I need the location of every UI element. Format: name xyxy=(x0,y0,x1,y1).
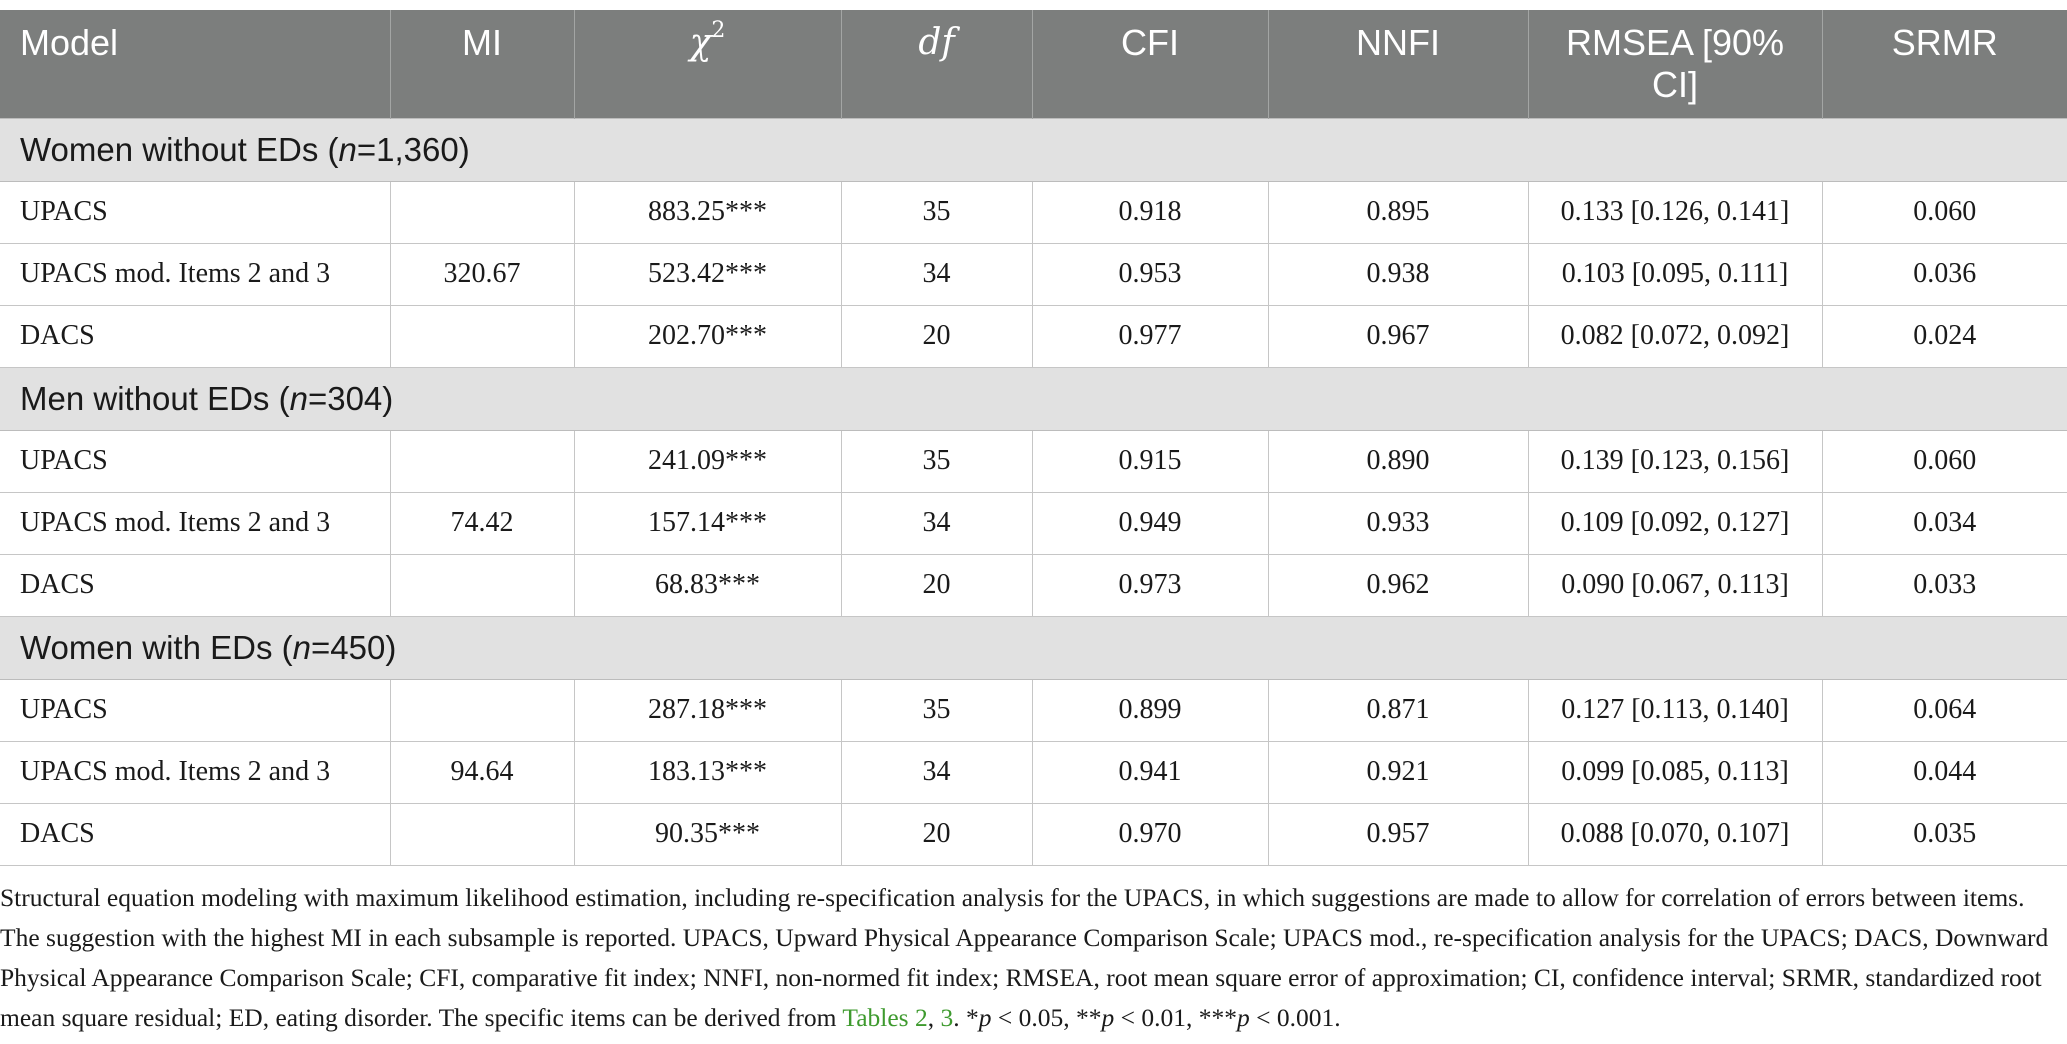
cell-nnfi: 0.938 xyxy=(1268,243,1528,305)
header-nnfi: NNFI xyxy=(1268,10,1528,118)
group-row xyxy=(0,118,2067,181)
cell-rmsea: 0.133 [0.126, 0.141] xyxy=(1528,181,1822,243)
cell-nnfi: 0.933 xyxy=(1268,492,1528,554)
cell-nnfi: 0.921 xyxy=(1268,741,1528,803)
table-row xyxy=(0,430,2067,492)
header-mi: MI xyxy=(390,10,574,118)
header-rmsea: RMSEA [90% CI] xyxy=(1528,10,1822,118)
cell-rmsea: 0.127 [0.113, 0.140] xyxy=(1528,679,1822,741)
table-row xyxy=(0,803,2067,865)
cell-nnfi: 0.895 xyxy=(1268,181,1528,243)
cell-model: UPACS xyxy=(0,181,390,243)
cell-rmsea: 0.103 [0.095, 0.111] xyxy=(1528,243,1822,305)
group-title-prefix: Men without EDs ( xyxy=(20,379,290,417)
cell-srmr: 0.060 xyxy=(1822,181,2067,243)
cell-srmr: 0.064 xyxy=(1822,679,2067,741)
cell-nnfi: 0.967 xyxy=(1268,305,1528,367)
cell-model: DACS xyxy=(0,305,390,367)
cell-mi xyxy=(390,554,574,616)
cell-model: UPACS xyxy=(0,679,390,741)
group-title-suffix: =450) xyxy=(310,628,397,666)
table-row xyxy=(0,741,2067,803)
cell-df: 34 xyxy=(841,492,1032,554)
cell-chi2: 287.18*** xyxy=(574,679,841,741)
table-container xyxy=(0,10,2067,866)
cell-model: UPACS xyxy=(0,430,390,492)
footnote-p2-val: < 0.01, *** xyxy=(1114,1003,1238,1032)
table-row xyxy=(0,305,2067,367)
cell-rmsea: 0.109 [0.092, 0.127] xyxy=(1528,492,1822,554)
cell-rmsea: 0.099 [0.085, 0.113] xyxy=(1528,741,1822,803)
cell-cfi: 0.977 xyxy=(1032,305,1268,367)
cell-nnfi: 0.962 xyxy=(1268,554,1528,616)
header-df: df xyxy=(841,10,1032,118)
cell-cfi: 0.949 xyxy=(1032,492,1268,554)
group-title-suffix: =1,360) xyxy=(356,130,470,168)
cell-df: 34 xyxy=(841,243,1032,305)
table-row xyxy=(0,679,2067,741)
group-row xyxy=(0,367,2067,430)
header-chi-square xyxy=(574,10,841,118)
cell-rmsea: 0.088 [0.070, 0.107] xyxy=(1528,803,1822,865)
group-row xyxy=(0,616,2067,679)
cell-mi: 94.64 xyxy=(390,741,574,803)
group-title-suffix: =304) xyxy=(307,379,394,417)
cell-model: DACS xyxy=(0,803,390,865)
cell-mi xyxy=(390,430,574,492)
cell-model: UPACS mod. Items 2 and 3 xyxy=(0,741,390,803)
table-row xyxy=(0,243,2067,305)
header-cfi: CFI xyxy=(1032,10,1268,118)
group-title xyxy=(0,118,2067,181)
table-row xyxy=(0,554,2067,616)
header-srmr: SRMR xyxy=(1822,10,2067,118)
cell-cfi: 0.953 xyxy=(1032,243,1268,305)
header-row xyxy=(0,10,2067,118)
cell-df: 35 xyxy=(841,181,1032,243)
cell-df: 35 xyxy=(841,679,1032,741)
header-chi-symbol: χ xyxy=(689,22,712,63)
table-row xyxy=(0,181,2067,243)
header-model: Model xyxy=(0,10,390,118)
group-title-n: n xyxy=(338,130,357,168)
cell-srmr: 0.044 xyxy=(1822,741,2067,803)
footnote-p2: p xyxy=(1101,1003,1115,1032)
cell-mi xyxy=(390,679,574,741)
group-title-n: n xyxy=(292,628,311,666)
cell-srmr: 0.034 xyxy=(1822,492,2067,554)
cell-rmsea: 0.139 [0.123, 0.156] xyxy=(1528,430,1822,492)
cell-nnfi: 0.890 xyxy=(1268,430,1528,492)
cell-srmr: 0.036 xyxy=(1822,243,2067,305)
cell-df: 20 xyxy=(841,803,1032,865)
footnote-after: . * xyxy=(953,1003,979,1032)
cell-chi2: 68.83*** xyxy=(574,554,841,616)
cell-df: 35 xyxy=(841,430,1032,492)
cell-cfi: 0.915 xyxy=(1032,430,1268,492)
link-table-3[interactable]: 3 xyxy=(940,1003,954,1032)
cell-model: DACS xyxy=(0,554,390,616)
footnote-sep: , xyxy=(927,1003,941,1032)
cell-rmsea: 0.090 [0.067, 0.113] xyxy=(1528,554,1822,616)
cell-nnfi: 0.871 xyxy=(1268,679,1528,741)
group-title-prefix: Women without EDs ( xyxy=(20,130,339,168)
cell-chi2: 883.25*** xyxy=(574,181,841,243)
cell-mi xyxy=(390,181,574,243)
cell-chi2: 183.13*** xyxy=(574,741,841,803)
footnote-p3-val: < 0.001. xyxy=(1249,1003,1341,1032)
link-table-2[interactable]: Tables 2 xyxy=(842,1003,928,1032)
cell-cfi: 0.970 xyxy=(1032,803,1268,865)
cell-df: 34 xyxy=(841,741,1032,803)
cell-chi2: 157.14*** xyxy=(574,492,841,554)
footnote-p1: p xyxy=(978,1003,992,1032)
cell-cfi: 0.899 xyxy=(1032,679,1268,741)
cell-chi2: 202.70*** xyxy=(574,305,841,367)
cell-mi: 74.42 xyxy=(390,492,574,554)
group-title xyxy=(0,367,2067,430)
group-title-prefix: Women with EDs ( xyxy=(20,628,293,666)
cell-df: 20 xyxy=(841,554,1032,616)
cell-mi xyxy=(390,803,574,865)
cell-nnfi: 0.957 xyxy=(1268,803,1528,865)
group-title-n: n xyxy=(289,379,308,417)
cell-srmr: 0.033 xyxy=(1822,554,2067,616)
cell-chi2: 241.09*** xyxy=(574,430,841,492)
footnote-p1-val: < 0.05, ** xyxy=(991,1003,1102,1032)
cell-cfi: 0.973 xyxy=(1032,554,1268,616)
table-header xyxy=(0,10,2067,118)
table-body xyxy=(0,118,2067,865)
table-footnote xyxy=(0,878,2067,1038)
cell-model: UPACS mod. Items 2 and 3 xyxy=(0,243,390,305)
cell-cfi: 0.941 xyxy=(1032,741,1268,803)
cell-model: UPACS mod. Items 2 and 3 xyxy=(0,492,390,554)
header-chi-superscript: 2 xyxy=(711,18,726,43)
cell-rmsea: 0.082 [0.072, 0.092] xyxy=(1528,305,1822,367)
footnote-p3: p xyxy=(1237,1003,1250,1032)
model-fit-table xyxy=(0,10,2067,866)
cell-chi2: 523.42*** xyxy=(574,243,841,305)
cell-chi2: 90.35*** xyxy=(574,803,841,865)
footnote-text: Structural equation modeling with maximum likelihood estimation, including re-specification analysis for the UPACS, in which suggestions are made to allow for correlation of errors between items. The suggestion with the highest MI in each subsample is reported. UPACS, Upward Physical Appearance Comparison Scale; UPACS mod., re-specification analysis for the UPACS; DACS, Downward Physical Appearance Comparison Scale; CFI, comparative fit index; NNFI, non-normed fit index; RMSEA, root mean square error of approximation; CI, confidence interval; SRMR, standardized root mean square residual; ED, eating disorder. The specific items can be derived from xyxy=(0,883,2049,1032)
cell-srmr: 0.035 xyxy=(1822,803,2067,865)
table-row xyxy=(0,492,2067,554)
group-title xyxy=(0,616,2067,679)
cell-df: 20 xyxy=(841,305,1032,367)
cell-mi xyxy=(390,305,574,367)
cell-srmr: 0.060 xyxy=(1822,430,2067,492)
cell-mi: 320.67 xyxy=(390,243,574,305)
cell-cfi: 0.918 xyxy=(1032,181,1268,243)
cell-srmr: 0.024 xyxy=(1822,305,2067,367)
